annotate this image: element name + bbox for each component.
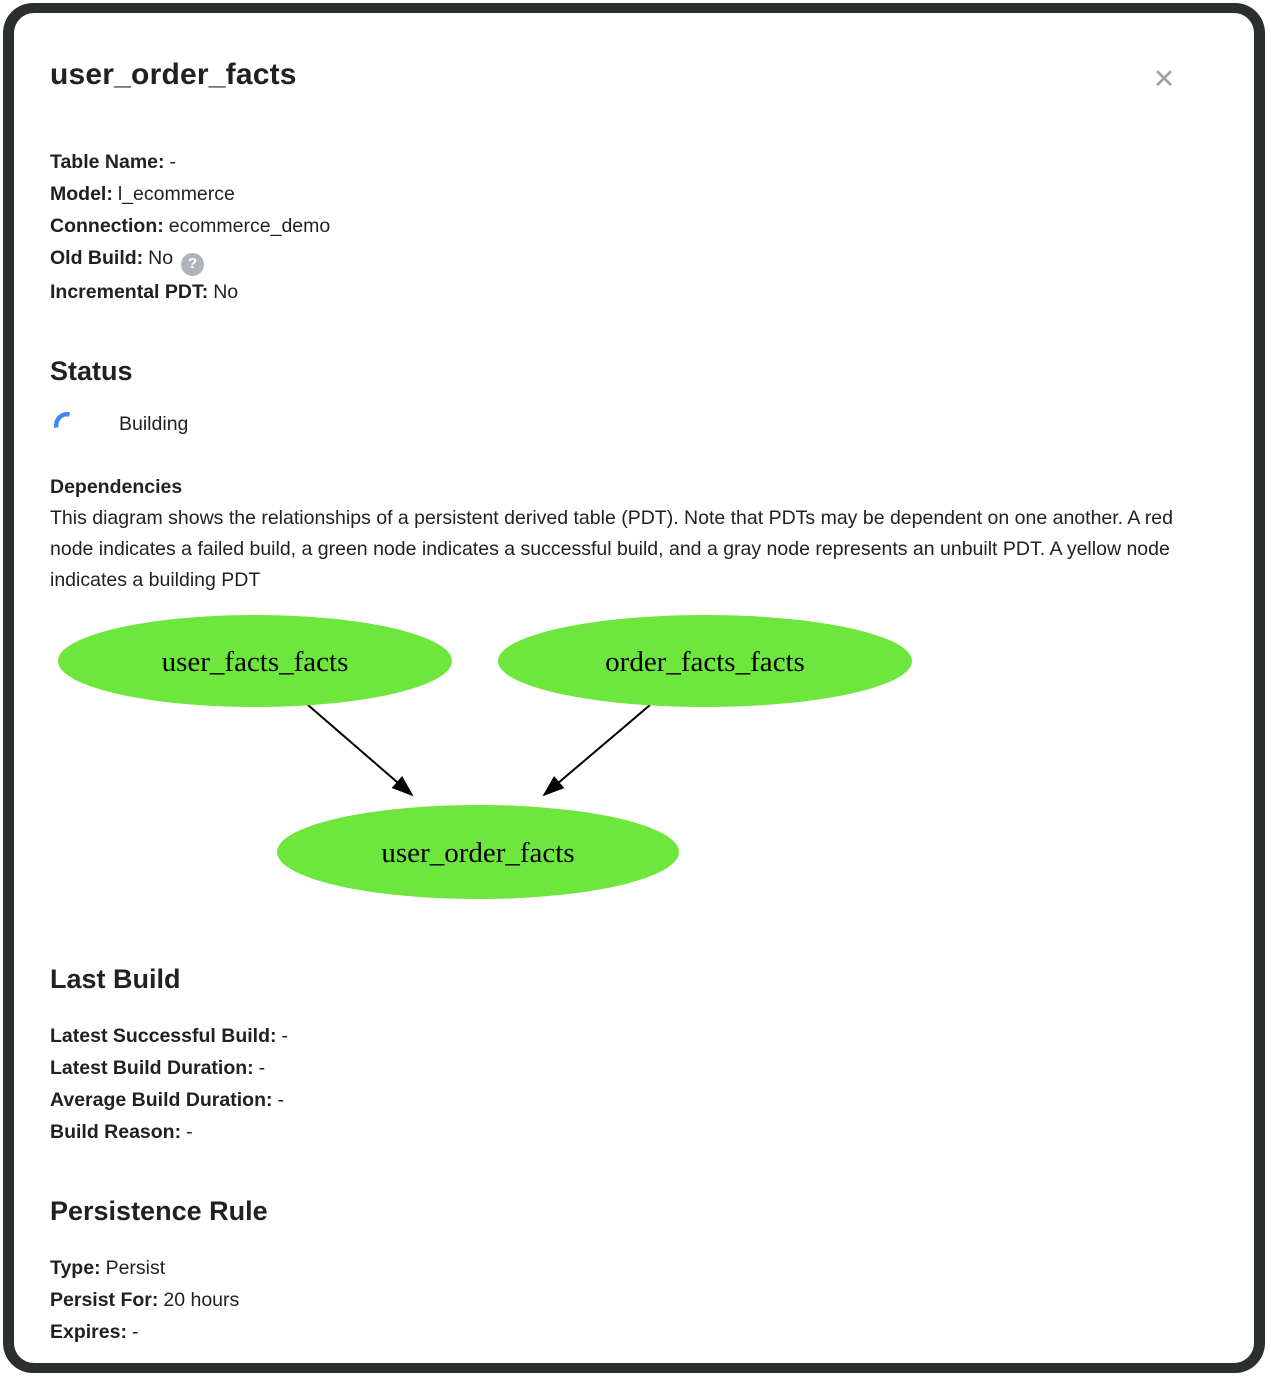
persistence-rule-heading: Persistence Rule: [50, 1195, 268, 1226]
dependency-graph: [50, 608, 1194, 910]
help-icon[interactable]: ?: [181, 253, 204, 276]
panel-content: [14, 13, 1254, 1348]
dependencies-description: This diagram shows the relationships of a persistent derived table (PDT). Note that PDTs may be dependent on one another. A red node indicates a failed build, a green node indicates a successful build, and a gray node represents an unbuilt PDT. A yellow node indicates a building PDT: [50, 506, 1173, 591]
edge-user-facts-to-user-order: [308, 705, 412, 795]
building-spinner-icon: [53, 411, 81, 439]
persistence-rule-list: [50, 1252, 1194, 1348]
dependencies-heading: Dependencies: [50, 475, 183, 498]
node-label-user-order-facts: user_order_facts: [381, 836, 575, 869]
meta-model: Model: l_ecommerce: [50, 183, 235, 205]
lb-build-reason: Build Reason: -: [50, 1120, 193, 1143]
pdt-detail-panel: [14, 13, 1254, 1363]
status-heading: Status: [50, 355, 133, 386]
pdt-meta-list: [50, 146, 1194, 308]
meta-incremental-pdt: Incremental PDT: No: [50, 280, 239, 303]
last-build-heading: Last Build: [50, 963, 181, 994]
meta-connection: Connection: ecommerce_demo: [50, 215, 331, 237]
lb-latest-duration: Latest Build Duration: -: [50, 1056, 266, 1079]
status-state-label: Building: [119, 413, 189, 435]
pr-expires: Expires: -: [50, 1320, 139, 1343]
node-label-user-facts-facts: user_facts_facts: [161, 645, 349, 678]
pr-persist-for: Persist For: 20 hours: [50, 1288, 240, 1311]
node-label-order-facts-facts: order_facts_facts: [605, 645, 805, 678]
lb-latest-successful: Latest Successful Build: -: [50, 1024, 288, 1047]
close-icon[interactable]: ✕: [1152, 63, 1176, 94]
edge-order-facts-to-user-order: [544, 705, 650, 795]
status-row: [50, 410, 1194, 440]
page-title: user_order_facts: [50, 58, 297, 91]
meta-table-name: Table Name: -: [50, 151, 177, 173]
lb-average-duration: Average Build Duration: -: [50, 1088, 284, 1111]
last-build-list: [50, 1020, 1194, 1148]
pr-type: Type: Persist: [50, 1256, 166, 1279]
meta-old-build: Old Build: No ?: [50, 242, 1194, 276]
